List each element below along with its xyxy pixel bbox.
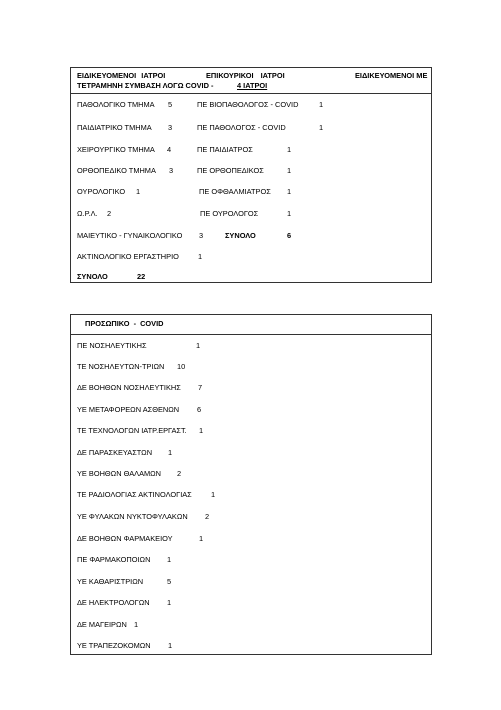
assistant-specialty-label: ΠΕ ΟΥΡΟΛΟΓΟΣ	[200, 209, 259, 218]
staff-category-count: 7	[198, 383, 203, 392]
staff-category-label: ΤΕ ΡΑΔΙΟΛΟΓΙΑΣ ΑΚΤΙΝΟΛΟΓΙΑΣ	[77, 490, 192, 499]
staff-category-label: ΠΕ ΝΟΣΗΛΕΥΤΙΚΗΣ	[77, 341, 147, 350]
table2-title: ΠΡΟΣΩΠΙΚΟ - COVID	[85, 319, 164, 328]
assistant-specialty-count: 1	[287, 145, 292, 154]
dept-label: Ω.Ρ.Λ.	[77, 209, 98, 218]
dept-label: ΠΑΙΔΙΑΤΡΙΚΟ ΤΜΗΜΑ	[77, 123, 152, 132]
staff-category-label: ΔΕ ΠΑΡΑΣΚΕΥΑΣΤΩΝ	[77, 448, 153, 457]
dept-count: 3	[169, 166, 174, 175]
dept-label: ΑΚΤΙΝΟΛΟΓΙΚΟ ΕΡΓΑΣΤΗΡΙΟ	[77, 252, 179, 261]
assistant-total-label: ΣΥΝΟΛΟ	[225, 231, 256, 240]
staff-category-label: ΠΕ ΦΑΡΜΑΚΟΠΟΙΩΝ	[77, 555, 151, 564]
table1-header-divider	[70, 93, 432, 94]
assistant-total-value: 6	[287, 231, 292, 240]
staff-category-label: ΥΕ ΜΕΤΑΦΟΡΕΩΝ ΑΣΘΕΝΩΝ	[77, 405, 180, 414]
staff-category-count: 1	[167, 598, 172, 607]
header-line2: ΤΕΤΡΑΜΗΝΗ ΣΥΜΒΑΣΗ ΛΟΓΩ COVID -	[77, 81, 214, 90]
assistant-specialty-count: 1	[287, 209, 292, 218]
dept-count: 2	[107, 209, 112, 218]
header-col-specialists-covid: ΕΙΔΙΚΕΥΟΜΕΝΟΙ ΜΕ	[355, 71, 428, 80]
dept-label: ΟΡΘΟΠΕΔΙΚΟ ΤΜΗΜΑ	[77, 166, 156, 175]
dept-count: 3	[199, 231, 204, 240]
assistant-specialty-label: ΠΕ ΠΑΙΔΙΑΤΡΟΣ	[197, 145, 253, 154]
dept-count: 5	[168, 100, 173, 109]
assistant-specialty-count: 1	[319, 123, 324, 132]
assistant-specialty-label: ΠΕ ΟΡΘΟΠΕΔΙΚΟΣ	[197, 166, 264, 175]
staff-category-label: ΔΕ ΜΑΓΕΙΡΩΝ	[77, 620, 127, 629]
staff-category-label: ΥΕ ΒΟΗΘΩΝ ΘΑΛΑΜΩΝ	[77, 469, 162, 478]
staff-category-label: ΤΕ ΤΕΧΝΟΛΟΓΩΝ ΙΑΤΡ.ΕΡΓΑΣΤ.	[77, 426, 187, 435]
staff-category-label: ΥΕ ΚΑΘΑΡΙΣΤΡΙΩΝ	[77, 577, 144, 586]
staff-category-count: 10	[177, 362, 186, 371]
staff-category-label: ΥΕ ΤΡΑΠΕΖΟΚΟΜΩΝ	[77, 641, 151, 650]
staff-category-count: 1	[199, 534, 204, 543]
staff-category-count: 1	[167, 555, 172, 564]
staff-category-label: ΔΕ ΗΛΕΚΤΡΟΛΟΓΩΝ	[77, 598, 150, 607]
table1-total-value: 22	[137, 272, 146, 281]
dept-label: ΧΕΙΡΟΥΡΓΙΚΟ ΤΜΗΜΑ	[77, 145, 155, 154]
staff-category-label: ΔΕ ΒΟΗΘΩΝ ΝΟΣΗΛΕΥΤΙΚΗΣ	[77, 383, 181, 392]
dept-label: ΜΑΙΕΥΤΙΚΟ - ΓΥΝΑΙΚΟΛΟΓΙΚΟ	[77, 231, 183, 240]
staff-category-label: ΤΕ ΝΟΣΗΛΕΥΤΩΝ-ΤΡΙΩΝ	[77, 362, 165, 371]
table1-total-label: ΣΥΝΟΛΟ	[77, 272, 108, 281]
header-col-assistant-doctors: ΕΠΙΚΟΥΡΙΚΟΙ ΙΑΤΡΟΙ	[206, 71, 285, 80]
staff-category-count: 2	[205, 512, 210, 521]
assistant-specialty-count: 1	[287, 187, 292, 196]
staff-category-count: 1	[134, 620, 139, 629]
header-col-specialists: ΕΙΔΙΚΕΥΟΜΕΝΟΙ ΙΑΤΡΟΙ	[77, 71, 166, 80]
dept-label: ΠΑΘΟΛΟΓΙΚΟ ΤΜΗΜΑ	[77, 100, 155, 109]
staff-category-count: 6	[197, 405, 202, 414]
assistant-specialty-label: ΠΕ ΠΑΘΟΛΟΓΟΣ - COVID	[197, 123, 286, 132]
staff-category-count: 1	[168, 641, 173, 650]
assistant-specialty-count: 1	[287, 166, 292, 175]
dept-label: ΟΥΡΟΛΟΓΙΚΟ	[77, 187, 126, 196]
header-line2-count: 4 ΙΑΤΡΟΙ	[237, 81, 268, 90]
staff-category-count: 1	[199, 426, 204, 435]
staff-category-count: 1	[211, 490, 216, 499]
assistant-specialty-label: ΠΕ ΒΙΟΠΑΘΟΛΟΓΟΣ - COVID	[197, 100, 299, 109]
dept-count: 4	[167, 145, 172, 154]
staff-category-label: ΔΕ ΒΟΗΘΩΝ ΦΑΡΜΑΚΕΙΟΥ	[77, 534, 173, 543]
dept-count: 1	[136, 187, 141, 196]
staff-category-count: 1	[196, 341, 201, 350]
assistant-specialty-label: ΠΕ ΟΦΘΑΛΜΙΑΤΡΟΣ	[199, 187, 271, 196]
staff-category-count: 2	[177, 469, 182, 478]
assistant-specialty-count: 1	[319, 100, 324, 109]
staff-category-count: 1	[168, 448, 173, 457]
table2-header-divider	[70, 334, 432, 335]
staff-category-label: ΥΕ ΦΥΛΑΚΩΝ ΝΥΚΤΟΦΥΛΑΚΩΝ	[77, 512, 188, 521]
dept-count: 1	[198, 252, 203, 261]
dept-count: 3	[168, 123, 173, 132]
staff-category-count: 5	[167, 577, 172, 586]
